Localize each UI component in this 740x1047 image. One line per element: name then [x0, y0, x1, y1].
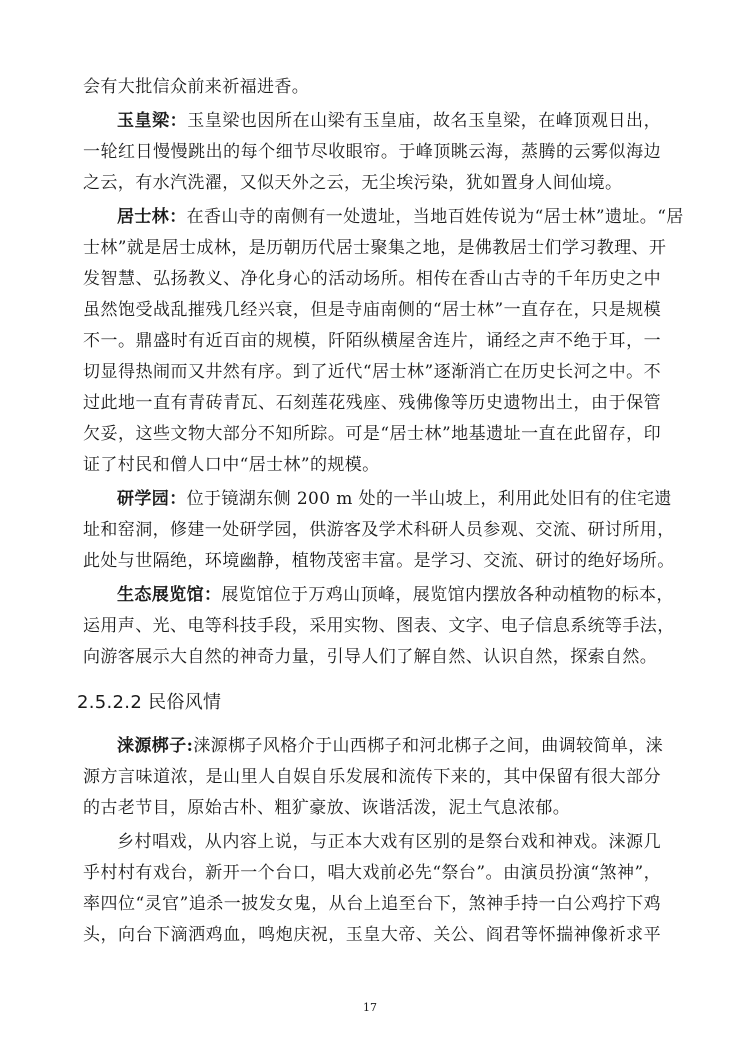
term-label: 涞源梆子:	[117, 736, 194, 756]
text-line: 欠妥，这些文物大部分不知所踪。可是“居士林”地基遗址一直在此留存，印	[83, 424, 661, 444]
paragraph-xiangcun	[83, 827, 661, 951]
term-label: 居士林：	[117, 207, 187, 227]
text-line	[83, 484, 672, 515]
paragraph-bangzi	[83, 731, 664, 824]
text-line: 过此地一直有青砖青瓦、石刻莲花残座、残佛像等历史遗物出土，由于保管	[83, 393, 661, 413]
text-line: 发智慧、弘扬教义、净化身心的活动场所。相传在香山古寺的千年历史之中	[83, 269, 661, 289]
text-line: 一轮红日慢慢跳出的每个细节尽收眼帘。于峰顶眺云海，蒸腾的云雾似海边	[83, 142, 661, 162]
text-line: 之云，有水汽洗濯，又似天外之云，无尘埃污染，犹如置身人间仙境。	[83, 173, 623, 193]
text-line	[83, 202, 684, 233]
paragraph-yuhuangliang	[83, 106, 661, 199]
text-line	[83, 106, 661, 137]
line-text: 展览馆位于万鸡山顶峰，展览馆内摆放各种动植物的标本，	[221, 585, 674, 605]
text-line: 的古老节目，原始古朴、粗犷豪放、诙谐活泼，泥土气息浓郁。	[83, 798, 571, 818]
document-page	[77, 72, 684, 954]
paragraph-continuation	[83, 72, 661, 103]
term-label: 研学园：	[117, 489, 187, 509]
paragraph-yanxueyuan	[83, 484, 675, 577]
term-label: 玉皇梁：	[117, 111, 188, 131]
text-line: 士林”就是居士成林，是历朝历代居士聚集之地，是佛教居士们学习教理、开	[83, 238, 667, 258]
page-number: 17	[363, 1001, 377, 1014]
text-line	[83, 580, 674, 611]
term-label: 生态展览馆：	[117, 585, 222, 605]
text-line: 会有大批信众前来祈福进香。	[83, 77, 310, 97]
text-line: 切显得热闹而又井然有序。到了近代“居士林”逐渐消亡在历史长河之中。不	[83, 362, 661, 382]
paragraph-jushilin	[83, 202, 684, 481]
text-line: 率四位“灵官”追杀一披发女鬼，从台上追至台下，煞神手持一白公鸡拧下鸡	[83, 894, 661, 914]
text-line	[83, 731, 664, 762]
line-text: 涞源梆子风格介于山西梆子和河北梆子之间，曲调较简单，涞	[193, 736, 664, 756]
text-line: 运用声、光、电等科技手段，采用实物、图表、文字、电子信息系统等手法，	[83, 616, 675, 636]
text-line: 址和窑洞，修建一处研学园，供游客及学术科研人员参观、交流、研讨所用，	[83, 520, 675, 540]
text-line: 证了村民和僧人口中“居士林”的规模。	[83, 455, 380, 475]
paragraph-shengtai	[83, 580, 675, 673]
text-line: 不一。鼎盛时有近百亩的规模，阡陌纵横屋舍连片，诵经之声不绝于耳，一	[83, 331, 661, 351]
text-line: 乡村唱戏，从内容上说，与正本大戏有区别的是祭台戏和神戏。涞源几	[117, 832, 661, 852]
text-line: 向游客展示大自然的神奇力量，引导人们了解自然、认识自然，探索自然。	[83, 647, 658, 667]
text-line: 虽然饱受战乱摧残几经兴衰，但是寺庙南侧的“居士林”一直存在，只是规模	[83, 300, 661, 320]
text-line: 此处与世隔绝，环境幽静，植物茂密丰富。是学习、交流、研讨的绝好场所。	[83, 551, 675, 571]
text-line: 源方言味道浓，是山里人自娱自乐发展和流传下来的，其中保留有很大部分	[83, 767, 661, 787]
line-text: 位于镜湖东侧 200 m 处的一半山坡上，利用此处旧有的住宅遗	[186, 489, 672, 509]
section-heading: 2.5.2.2 民俗风情	[77, 692, 222, 713]
text-line: 头，向台下滴洒鸡血，鸣炮庆祝，玉皇大帝、关公、阎君等怀揣神像祈求平	[83, 925, 661, 945]
line-text: 玉皇梁也因所在山梁有玉皇庙，故名玉皇梁，在峰顶观日出，	[187, 111, 661, 131]
text-line: 乎村村有戏台，新开一个台口，唱大戏前必先“祭台”。由演员扮演“煞神”，	[83, 863, 661, 883]
line-text: 在香山寺的南侧有一处遗址，当地百姓传说为“居士林”遗址。“居	[186, 207, 684, 227]
